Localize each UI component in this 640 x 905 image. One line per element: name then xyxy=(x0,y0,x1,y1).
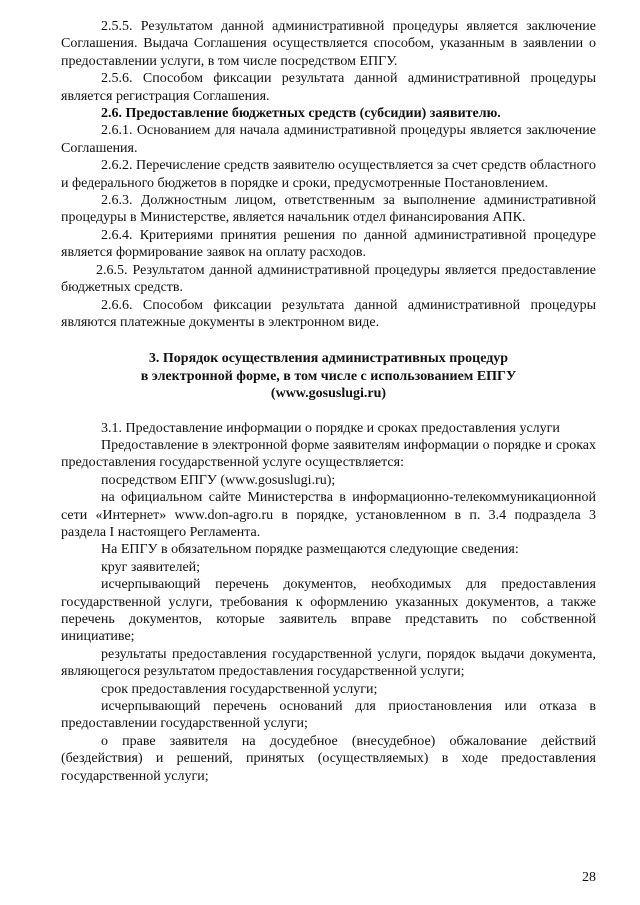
section-3-title-line: (www.gosuslugi.ru) xyxy=(270,386,387,402)
section-3-title xyxy=(61,350,596,402)
list-item-refusal-grounds: исчерпывающий перечень оснований для приостановления или отказа в предоставлении государственной услуги; xyxy=(61,699,596,732)
list-item-documents: исчерпывающий перечень документов, необходимых для предоставления государственной услуги, требования к оформлению указанных документов, а также перечень документов, которые заявитель вправе представить по собственной инициативе; xyxy=(61,577,596,645)
spacer xyxy=(61,403,596,420)
page-number: 28 xyxy=(582,870,596,885)
paragraph-3-1: 3.1. Предоставление информации о порядке и сроках предоставления услуги xyxy=(101,420,560,436)
paragraph-2-6-1: 2.6.1. Основанием для начала административной процедуры является заключение Соглашения. xyxy=(61,123,596,156)
paragraph-epgu-info: На ЕПГУ в обязательном порядке размещаются следующие сведения: xyxy=(101,542,519,558)
section-3-title-line: в электронной форме, в том числе с использованием ЕПГУ xyxy=(140,368,517,384)
list-item-ministry-site: на официальном сайте Министерства в информационно-телекоммуникационной сети «Интернет» www.don-agro.ru в порядке, установленном в п. 3.4 подраздела 3 раздела I настоящего Регламента. xyxy=(61,490,596,540)
paragraph-2-6-3: 2.6.3. Должностным лицом, ответственным за выполнение административной процедуры в Министерстве, является начальник отдел финансирования АПК. xyxy=(61,193,596,226)
section-3-title-line: 3. Порядок осуществления административных процедур xyxy=(148,351,509,367)
list-item-results: результаты предоставления государственной услуги, порядок выдачи документа, являющегося результатом предоставления государственной услуги; xyxy=(61,646,596,680)
paragraph-2-6-6: 2.6.6. Способом фиксации результата данной административной процедуры являются платежные документы в электронном виде. xyxy=(61,297,596,330)
paragraph-2-6-4: 2.6.4. Критериями принятия решения по данной административной процедуре является формирование заявок на оплату расходов. xyxy=(61,227,596,261)
paragraph-2-5-6: 2.5.6. Способом фиксации результата данной административной процедуры является регистрация Соглашения. xyxy=(61,71,596,104)
spacer xyxy=(61,331,596,350)
paragraph-info-electronic: Предоставление в электронной форме заявителям информации о порядке и сроках предоставления государственной услуге осуществляется: xyxy=(61,437,596,471)
heading-2-6: 2.6. Предоставление бюджетных средств (субсидии) заявителю. xyxy=(101,106,501,122)
list-item-term: срок предоставления государственной услуги; xyxy=(101,681,378,697)
list-item-appeal-right: о праве заявителя на досудебное (внесудебное) обжалование действий (бездействия) и решений, принятых (осуществляемых) в ходе предоставления государственной услуги; xyxy=(61,733,596,784)
paragraph-2-6-2: 2.6.2. Перечисление средств заявителю осуществляется за счет средств областного и федерального бюджетов в порядке и сроки, предусмотренные Постановлением. xyxy=(61,158,596,191)
paragraph-2-5-5: 2.5.5. Результатом данной административной процедуры является заключение Соглашения. Выдача Соглашения осуществляется способом, указанным в заявлении о предоставлении услуги, в том числе посредством ЕПГУ. xyxy=(61,19,596,69)
paragraph-2-6-5: 2.6.5. Результатом данной административной процедуры является предоставление бюджетных средств. xyxy=(61,262,596,296)
list-item-epgu: посредством ЕПГУ (www.gosuslugi.ru); xyxy=(101,472,336,488)
list-item-applicants: круг заявителей; xyxy=(101,559,201,575)
